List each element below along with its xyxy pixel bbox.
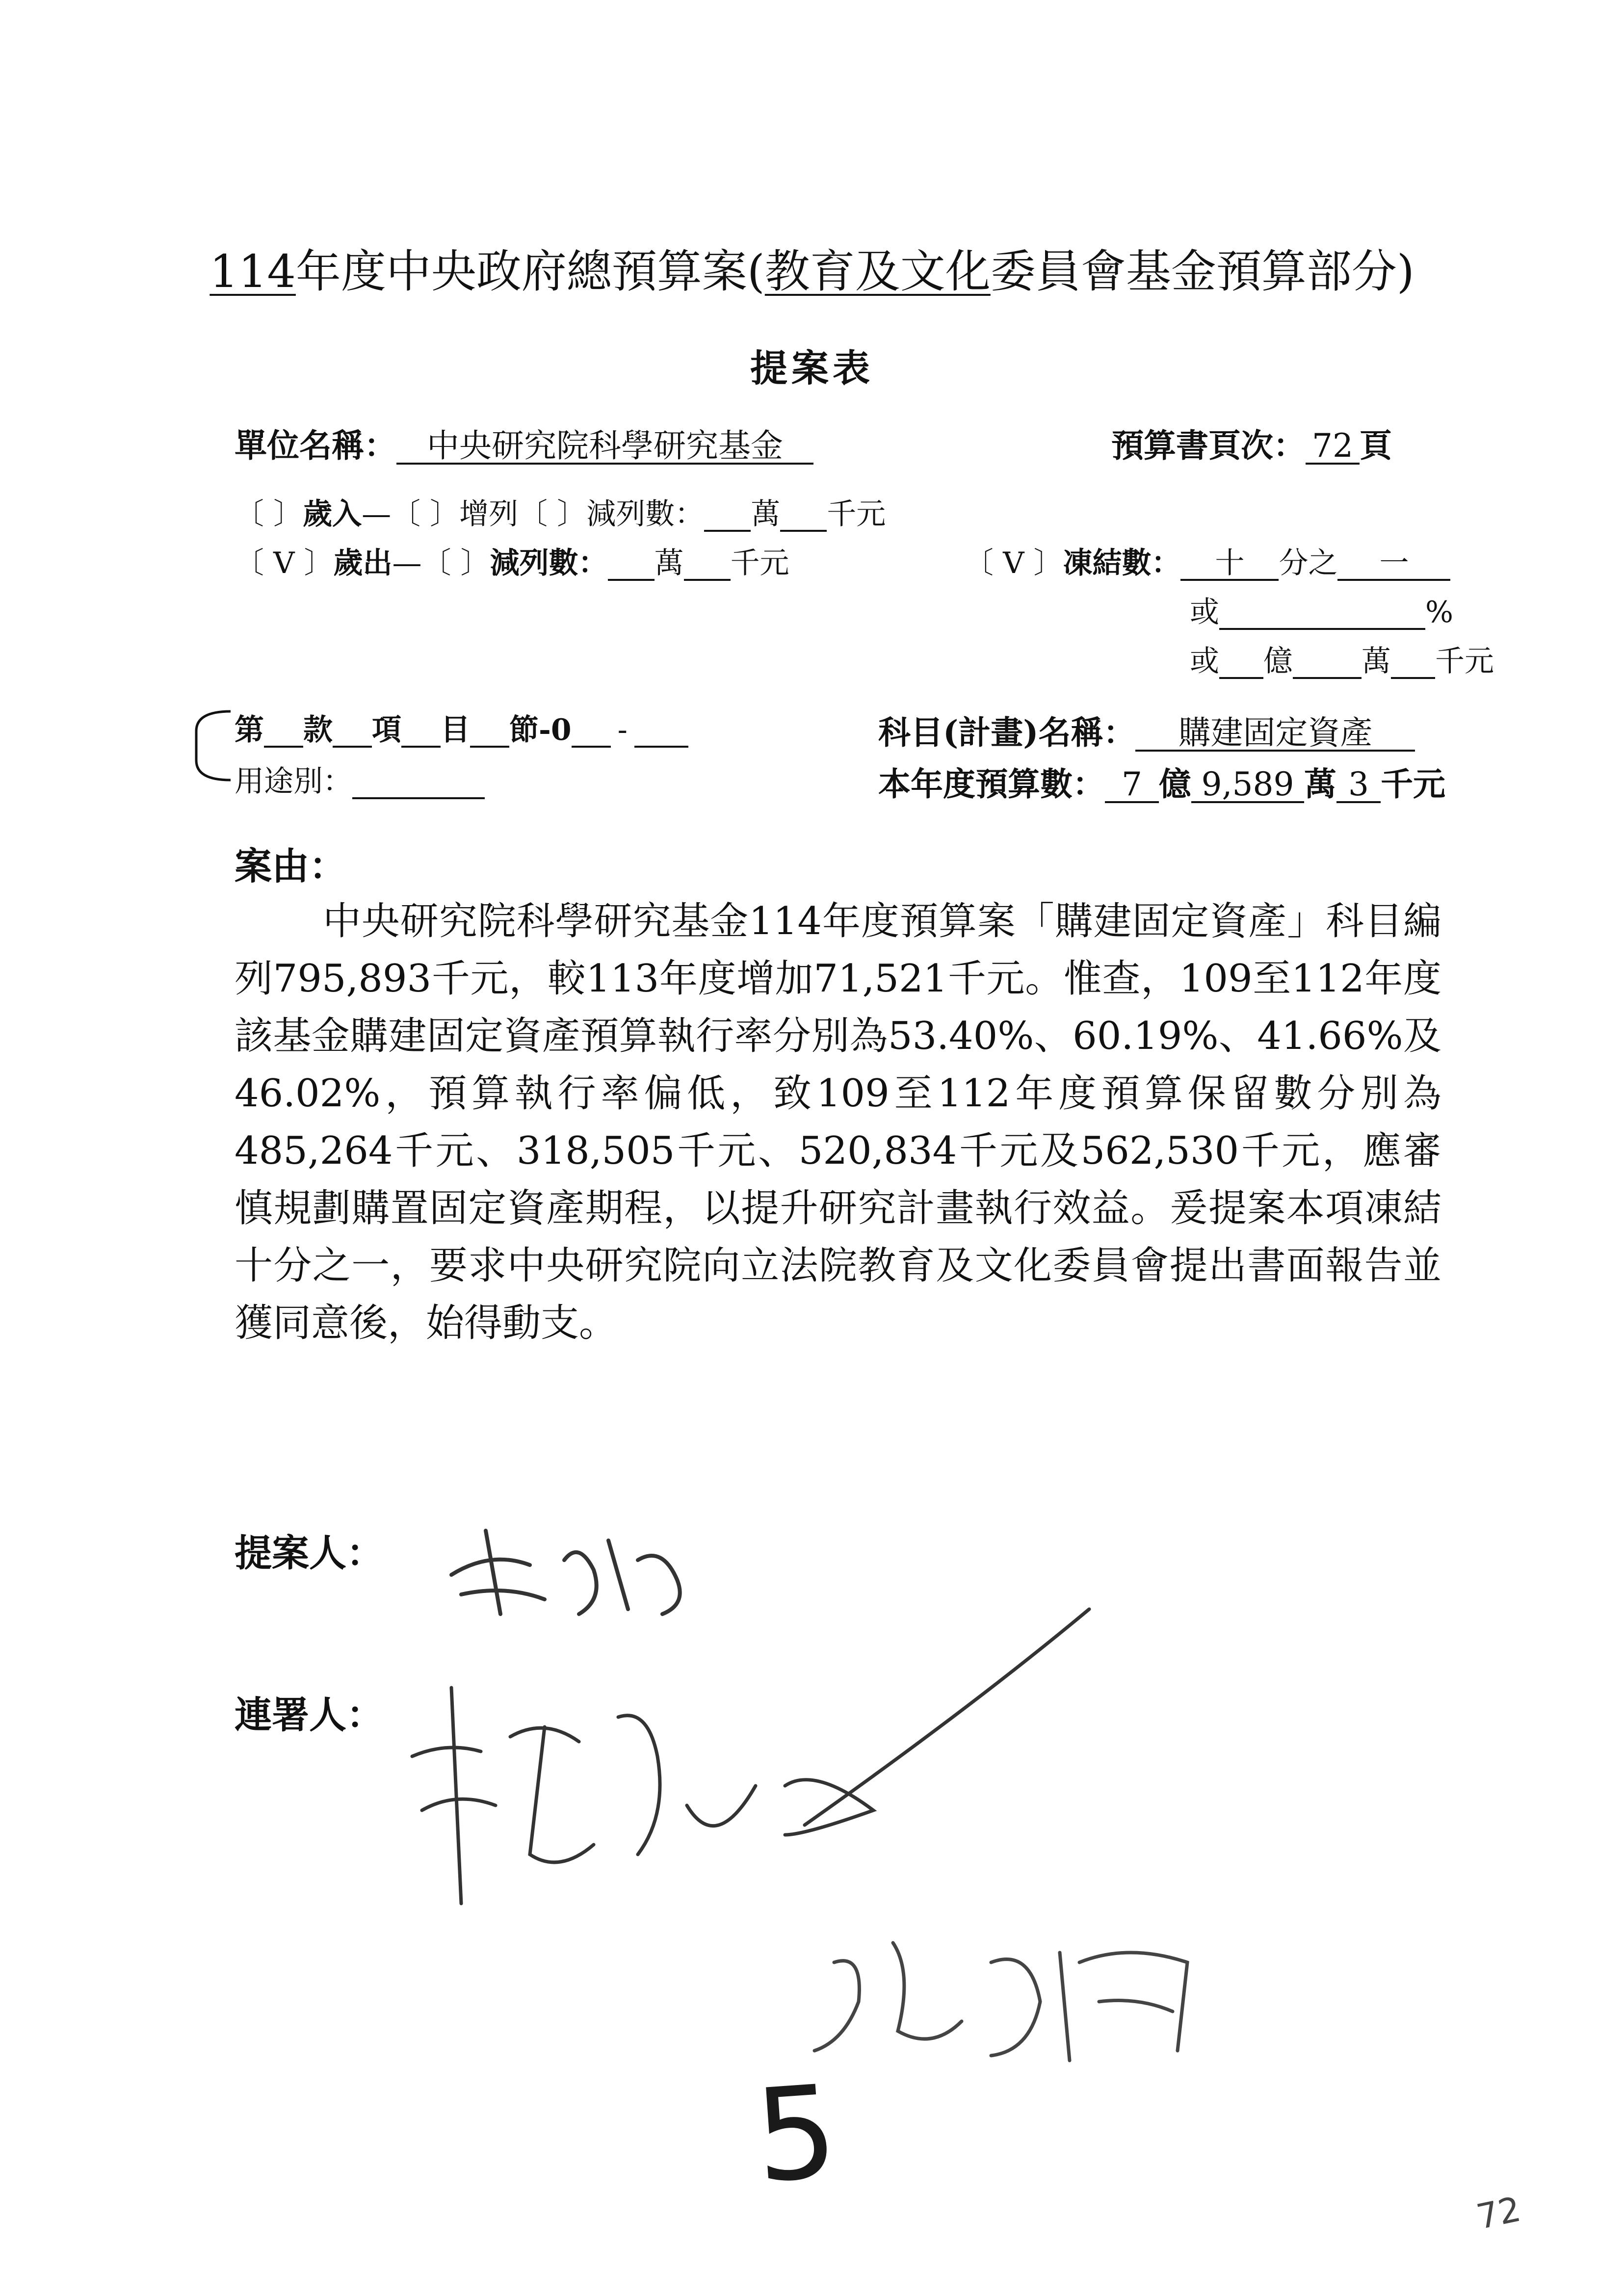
freeze-percent-blank: [1219, 597, 1425, 630]
freeze-yi: 億: [1263, 644, 1293, 678]
freeze-label: 凍結數：: [1063, 546, 1181, 580]
usage-label: 用途別：: [235, 764, 352, 799]
corner-mark: 72: [1473, 2189, 1524, 2238]
usage-blank: [352, 766, 485, 799]
freeze-denominator: 一: [1337, 548, 1450, 581]
freeze-wan-blank: [1293, 646, 1362, 679]
freeze-yi-blank: [1219, 646, 1263, 679]
classification-row: [235, 706, 688, 749]
page-ref-value: 72: [1306, 429, 1360, 465]
revenue-inc-checkbox: 〔 〕: [391, 497, 460, 531]
document-title: [0, 235, 1624, 300]
expense-label: 歲出: [333, 546, 393, 580]
left-brace: [177, 706, 236, 785]
freeze-or2: 或: [1190, 644, 1219, 678]
expense-dash: —: [392, 546, 422, 580]
revenue-wan: 萬: [751, 497, 781, 531]
revenue-inc-label: 增列: [459, 497, 519, 531]
budget-label: 本年度預算數：: [878, 765, 1105, 803]
title-committee: 教育及文化: [764, 245, 991, 298]
class-last-blank: [634, 715, 688, 748]
budget-wan-value: 9,589: [1191, 767, 1304, 803]
usage-row: [235, 758, 485, 800]
title-mid: 年度中央政府總預算案(: [295, 245, 765, 298]
expense-qian-blank: [684, 548, 731, 581]
class-jie-num-blank: [572, 715, 611, 748]
page-ref-label: 預算書頁次：: [1111, 426, 1306, 465]
class-jie-blank: [470, 715, 509, 748]
freeze-frac: 分之: [1279, 546, 1338, 580]
cosigner-signature-1: [383, 1580, 1119, 1923]
unit-value: 中央研究院科學研究基金: [396, 429, 813, 465]
unit-row: [235, 419, 813, 466]
budget-yi: 億: [1159, 765, 1191, 803]
class-jie: 節-0: [509, 713, 572, 747]
document-subtitle: 提案表: [750, 346, 874, 390]
freeze-row: [964, 540, 1450, 582]
revenue-wan-blank: [704, 499, 751, 532]
revenue-row: [235, 491, 886, 533]
freeze-pct: %: [1425, 595, 1454, 629]
title-year: 114: [210, 245, 296, 298]
class-mu: 目: [441, 713, 470, 747]
revenue-dec-checkbox: 〔 〕: [518, 497, 587, 531]
page-ref-row: [1111, 419, 1392, 466]
class-xiang: 項: [372, 713, 401, 747]
subject-label: 科目(計畫)名稱：: [878, 713, 1136, 752]
expense-row: [235, 540, 789, 582]
class-kuan2: 款: [303, 713, 333, 747]
revenue-dash: —: [362, 497, 392, 531]
freeze-numerator: 十: [1180, 548, 1279, 581]
page-number: 5: [750, 2058, 842, 2212]
budget-wan: 萬: [1304, 765, 1336, 803]
proposer-label: 提案人：: [235, 1531, 384, 1575]
revenue-dec-label: 減列數：: [586, 497, 705, 531]
page-ref-suffix: 頁: [1360, 426, 1392, 465]
revenue-qian-blank: [780, 499, 827, 532]
budget-qian-value: 3: [1336, 767, 1381, 803]
class-kuan-blank: [264, 715, 303, 748]
class-dash: -: [617, 713, 628, 747]
title-end: 委員會基金預算部分): [990, 245, 1414, 298]
budget-row: [878, 758, 1445, 805]
unit-label: 單位名稱：: [235, 426, 396, 465]
revenue-label: 歲入: [303, 497, 362, 531]
freeze-qian-blank: [1391, 646, 1435, 679]
revenue-qian: 千元: [827, 497, 886, 531]
reason-label: 案由：: [235, 844, 346, 888]
expense-dec-label: 減列數：: [490, 546, 608, 580]
freeze-amount-row: [1190, 638, 1494, 680]
freeze-wan: 萬: [1362, 644, 1391, 678]
budget-qian: 千元: [1381, 765, 1445, 803]
class-xiang-blank: [333, 715, 372, 748]
expense-dec-checkbox: 〔 〕: [421, 546, 490, 580]
expense-wan-blank: [608, 548, 655, 581]
subject-value: 購建固定資產: [1135, 716, 1415, 752]
expense-checkbox: 〔 V 〕: [235, 546, 334, 580]
freeze-or1: 或: [1190, 595, 1219, 629]
expense-wan: 萬: [654, 546, 684, 580]
reason-text: 中央研究院科學研究基金114年度預算案「購建固定資產」科目編列795,893千元，較113年度增加71,521千元。惟查，109至112年度該基金購建固定資產預算執行率分別為53.40%、60.19%、41.66%及46.02%，預算執行率偏低，致109至112年度預算保留數分別為485,264千元、318,505千元、520,834千元及562,530千元，應審慎規劃購置固定資產期程，以提升研究計畫執行效益。爰提案本項凍結十分之一，要求中央研究院向立法院教育及文化委員會提出書面報告並獲同意後，始得動支。: [235, 899, 1441, 1345]
freeze-checkbox: 〔 V 〕: [964, 546, 1063, 580]
freeze-qian: 千元: [1435, 644, 1494, 678]
cosigner-label: 連署人：: [235, 1693, 384, 1737]
freeze-percent-row: [1190, 589, 1453, 631]
class-kuan: 第: [235, 713, 264, 747]
budget-yi-value: 7: [1105, 767, 1159, 803]
class-mu-blank: [401, 715, 441, 748]
revenue-checkbox: 〔 〕: [235, 497, 303, 531]
cosigner-signature-2: [785, 1904, 1276, 2100]
expense-qian: 千元: [730, 546, 789, 580]
subject-row: [878, 706, 1415, 753]
